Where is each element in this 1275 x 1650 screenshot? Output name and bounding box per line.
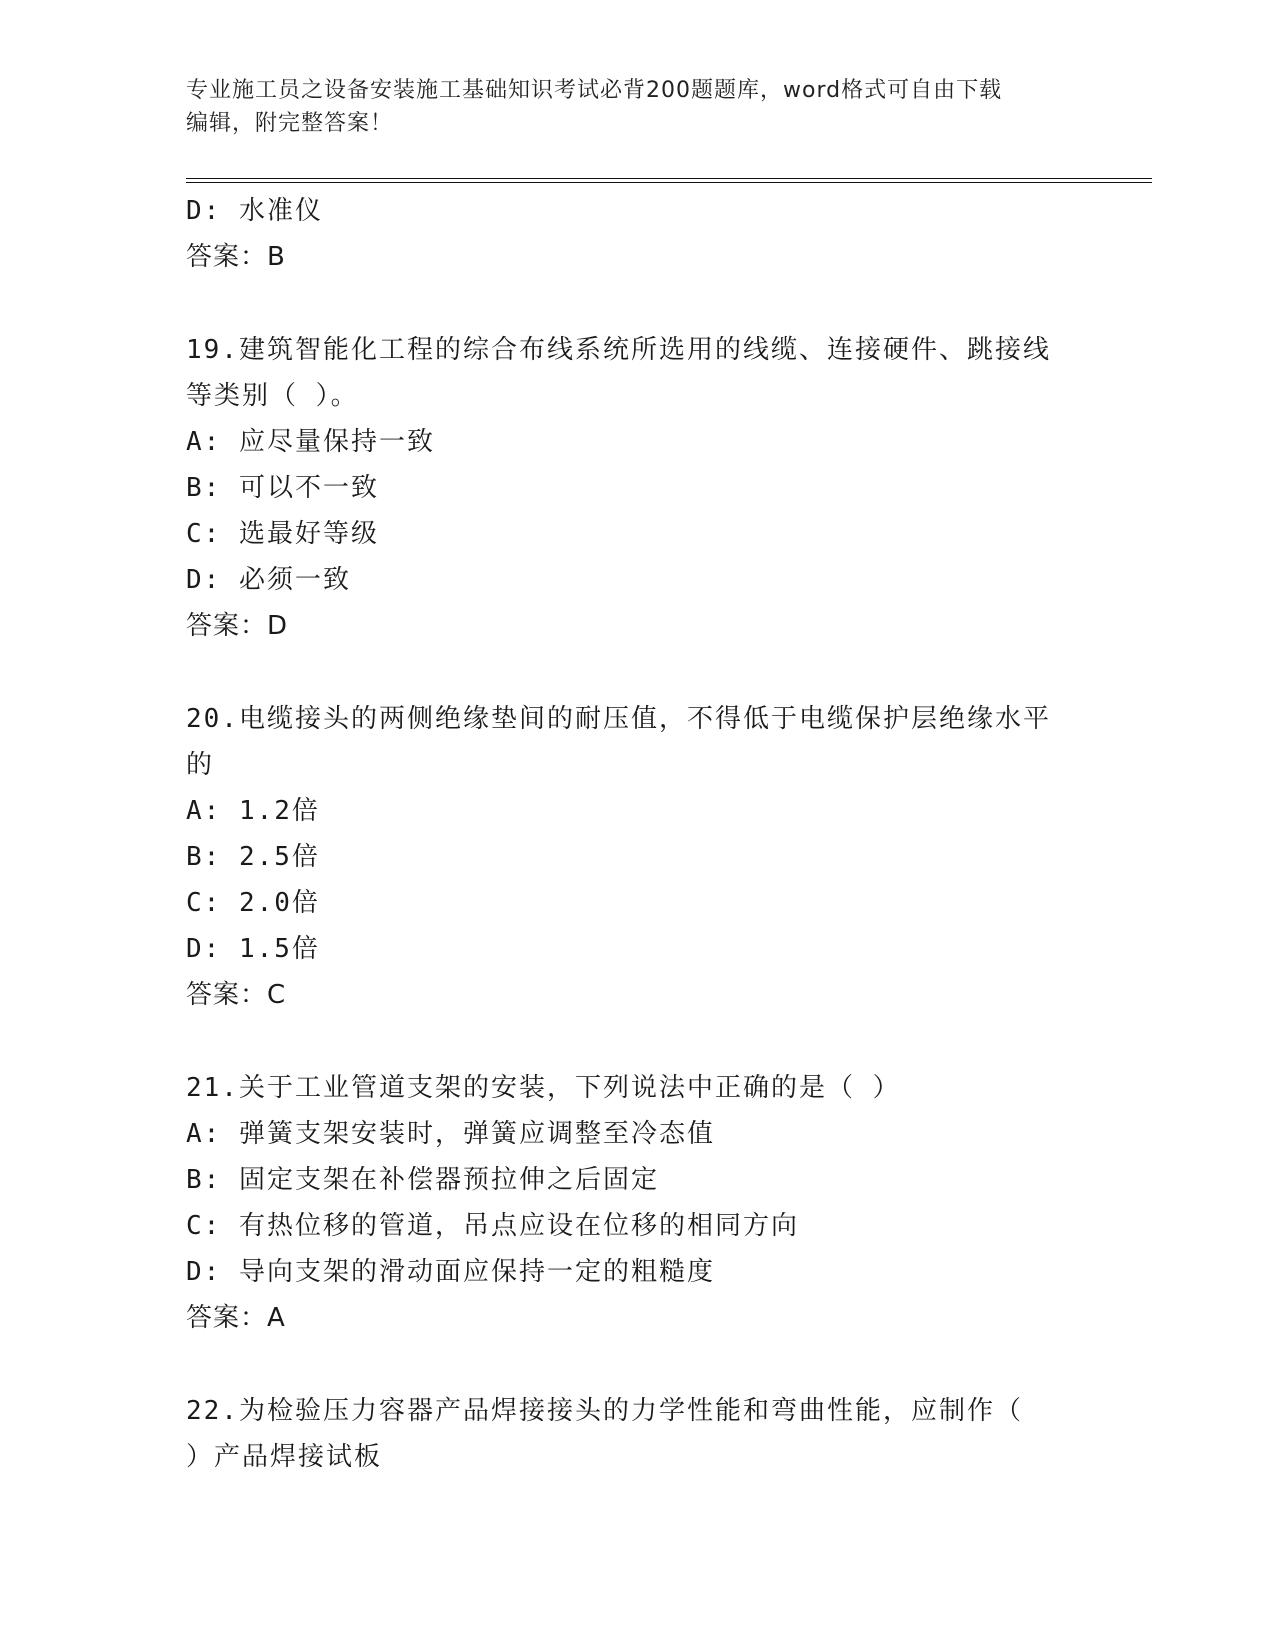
question-text-line-1: 21.关于工业管道支架的安装，下列说法中正确的是（ ） bbox=[186, 1073, 901, 1103]
option-d: D: 导向支架的滑动面应保持一定的粗糙度 bbox=[186, 1257, 715, 1287]
option-a: A: 应尽量保持一致 bbox=[186, 427, 435, 457]
question-text-line-2: 的 bbox=[186, 750, 215, 780]
answer: 答案：D bbox=[186, 611, 289, 641]
spacer bbox=[186, 280, 1086, 327]
header-divider bbox=[186, 178, 1152, 183]
answer: 答案：A bbox=[186, 1303, 286, 1333]
question-list bbox=[186, 188, 1086, 1480]
header-title-line-1: 专业施工员之设备安装施工基础知识考试必背200题题库，word格式可自由下载 bbox=[186, 78, 1003, 103]
question-20 bbox=[186, 696, 1086, 1018]
question-22 bbox=[186, 1388, 1086, 1480]
spacer bbox=[186, 649, 1086, 696]
spacer bbox=[186, 1018, 1086, 1065]
question-text-line-1: 22.为检验压力容器产品焊接接头的力学性能和弯曲性能，应制作（ bbox=[186, 1396, 1023, 1426]
question-text-line-1: 19.建筑智能化工程的综合布线系统所选用的线缆、连接硬件、跳接线 bbox=[186, 335, 1051, 365]
header-title-line-2: 编辑，附完整答案！ bbox=[186, 111, 394, 136]
prev-answer: 答案：B bbox=[186, 242, 286, 272]
option-a: A: 1.2倍 bbox=[186, 796, 320, 826]
option-c: C: 2.0倍 bbox=[186, 888, 320, 918]
option-c: C: 有热位移的管道，吊点应设在位移的相同方向 bbox=[186, 1211, 799, 1241]
question-19 bbox=[186, 327, 1086, 649]
question-text-line-2: ）产品焊接试板 bbox=[186, 1442, 383, 1472]
answer: 答案：C bbox=[186, 980, 287, 1010]
option-b: B: 2.5倍 bbox=[186, 842, 320, 872]
page-header bbox=[186, 74, 1086, 140]
spacer bbox=[186, 1341, 1086, 1388]
option-b: B: 可以不一致 bbox=[186, 473, 379, 503]
question-21 bbox=[186, 1065, 1086, 1341]
prev-option-d: D: 水准仪 bbox=[186, 196, 323, 226]
question-text-line-2: 等类别（ ）。 bbox=[186, 381, 359, 411]
option-b: B: 固定支架在补偿器预拉伸之后固定 bbox=[186, 1165, 659, 1195]
question-text-line-1: 20.电缆接头的两侧绝缘垫间的耐压值，不得低于电缆保护层绝缘水平 bbox=[186, 704, 1051, 734]
option-d: D: 必须一致 bbox=[186, 565, 351, 595]
option-c: C: 选最好等级 bbox=[186, 519, 379, 549]
option-d: D: 1.5倍 bbox=[186, 934, 320, 964]
option-a: A: 弹簧支架安装时，弹簧应调整至冷态值 bbox=[186, 1119, 715, 1149]
